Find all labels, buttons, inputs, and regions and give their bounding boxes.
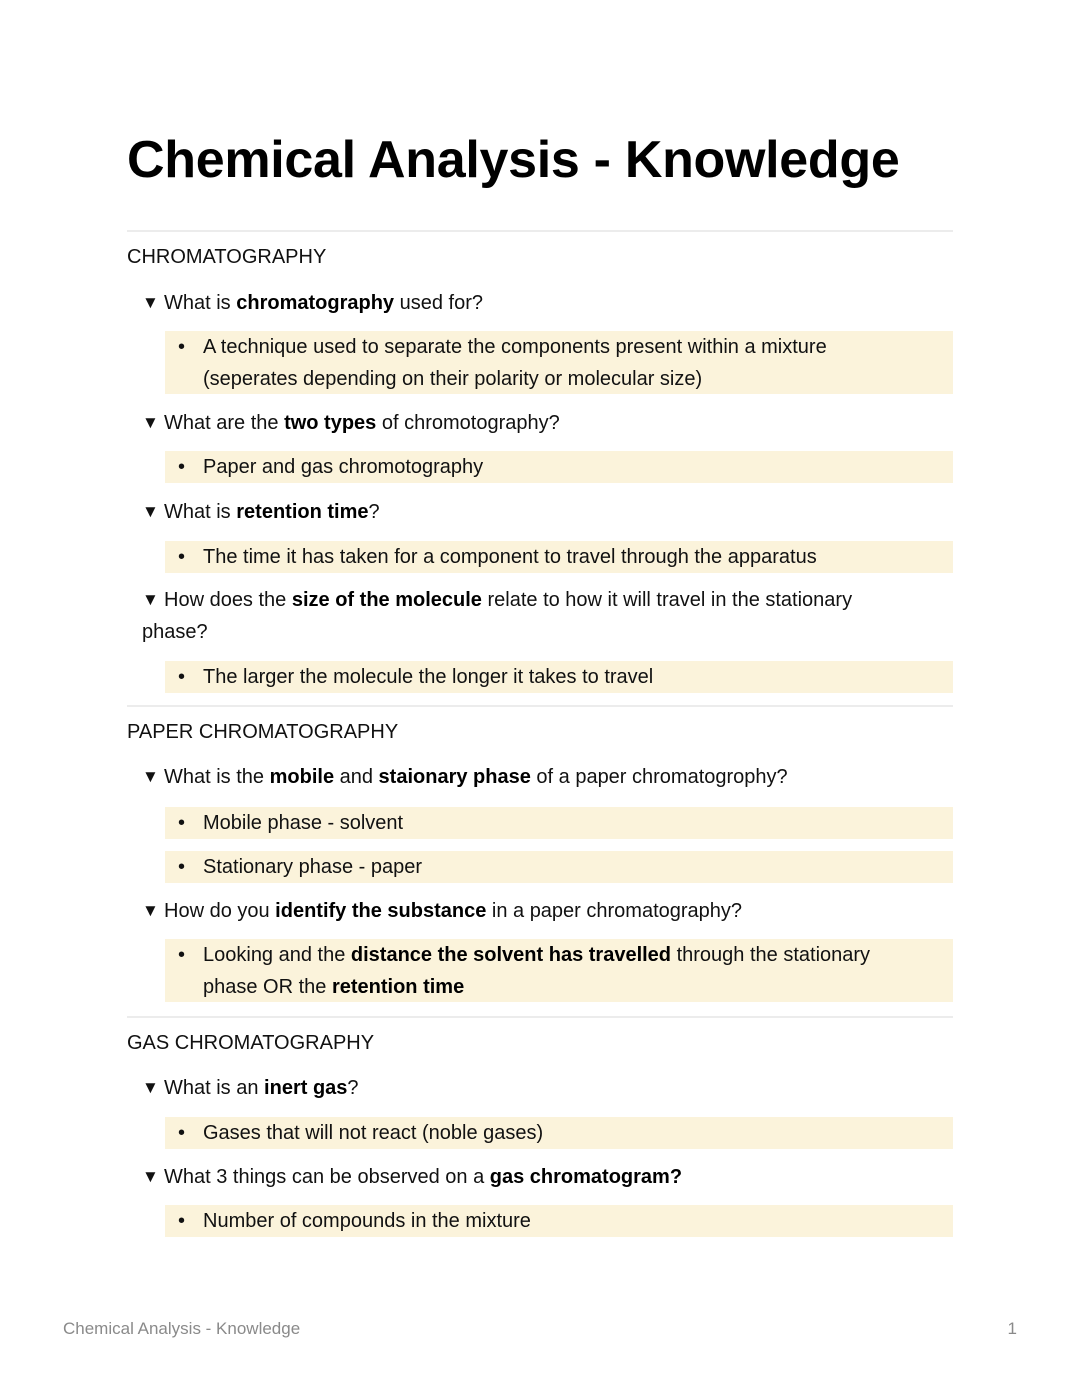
question-text: of a paper chromatogrophy? [530, 766, 788, 788]
footer-title: Chemical Analysis - Knowledge [63, 1319, 301, 1338]
toggle-triangle-icon[interactable]: ▼ [142, 901, 159, 920]
question-text: ? [368, 501, 380, 523]
question-keyword: size of the molecule [291, 589, 482, 611]
question-keyword: mobile [269, 766, 335, 788]
question-text: What 3 things can be observed on a [164, 1166, 490, 1188]
bullet-icon: • [178, 812, 186, 834]
answer-text: The time it has taken for a component to travel through the apparatus [203, 546, 817, 568]
bullet-icon: • [178, 1210, 186, 1232]
toggle-question[interactable] [142, 407, 932, 439]
toggle-triangle-icon[interactable]: ▼ [142, 767, 159, 786]
page-number: 1 [1007, 1319, 1017, 1338]
bullet-icon: • [178, 944, 186, 966]
question-text: used for? [394, 292, 484, 314]
answer-text: Number of compounds in the mixture [203, 1210, 531, 1232]
toggle-question[interactable] [142, 496, 932, 528]
toggle-question[interactable] [142, 287, 932, 319]
question-text: What is [164, 292, 237, 314]
bullet-icon: • [178, 546, 186, 568]
answer-highlight [165, 851, 953, 883]
question-keyword: staionary phase [378, 766, 531, 788]
toggle-question[interactable] [142, 1161, 932, 1193]
question-text: ? [347, 1077, 359, 1099]
question-text: What are the [164, 412, 285, 434]
answer-highlight [165, 1117, 953, 1149]
answer-highlight [165, 541, 953, 573]
toggle-question[interactable] [142, 895, 932, 927]
question-text: relate to how it will travel in the stationary phase? [142, 589, 853, 643]
question-text: in a paper chromatography? [486, 900, 743, 922]
answer-highlight [165, 451, 953, 483]
answer-highlight [165, 939, 953, 1002]
toggle-triangle-icon[interactable]: ▼ [142, 502, 159, 521]
divider [127, 1016, 953, 1018]
section-heading-gas-chromatography: GAS CHROMATOGRAPHY [127, 1032, 375, 1054]
answer-text: Paper and gas chromotography [203, 456, 484, 478]
toggle-question[interactable] [142, 1072, 932, 1104]
question-text: How do you [164, 900, 276, 922]
toggle-triangle-icon[interactable]: ▼ [142, 590, 159, 609]
question-text: How does the [164, 589, 292, 611]
answer-text: Gases that will not react (noble gases) [203, 1122, 544, 1144]
answer-highlight [165, 1205, 953, 1237]
answer-highlight [165, 807, 953, 839]
divider [127, 230, 953, 232]
bullet-icon: • [178, 856, 186, 878]
answer-highlight [165, 661, 953, 693]
divider [127, 705, 953, 707]
toggle-question[interactable] [142, 761, 932, 793]
question-keyword: identify the substance [275, 900, 487, 922]
answer-text: A technique used to separate the components present within a mixture (seperates depending on their polarity or molecular size) [203, 336, 827, 390]
toggle-triangle-icon[interactable]: ▼ [142, 1167, 159, 1186]
page-title: Chemical Analysis - Knowledge [127, 131, 900, 189]
bullet-icon: • [178, 1122, 186, 1144]
toggle-triangle-icon[interactable]: ▼ [142, 293, 159, 312]
toggle-question[interactable] [142, 584, 917, 648]
question-text: and [334, 766, 379, 788]
bullet-icon: • [178, 336, 186, 358]
toggle-triangle-icon[interactable]: ▼ [142, 413, 159, 432]
answer-text: Stationary phase - paper [203, 856, 423, 878]
bullet-icon: • [178, 666, 186, 688]
answer-text: Looking and the distance the solvent has travelled through the stationary phase OR the retention time [203, 944, 871, 998]
question-text: What is an [164, 1077, 265, 1099]
question-keyword: gas chromatogram? [489, 1166, 683, 1188]
answer-text: Mobile phase - solvent [203, 812, 404, 834]
answer-text: The larger the molecule the longer it takes to travel [203, 666, 654, 688]
section-heading-paper-chromatography: PAPER CHROMATOGRAPHY [127, 721, 399, 743]
question-text: What is [164, 501, 237, 523]
bullet-icon: • [178, 456, 186, 478]
question-text: What is the [164, 766, 270, 788]
question-keyword: inert gas [264, 1077, 348, 1099]
question-text: of chromotography? [376, 412, 560, 434]
question-keyword: chromatography [236, 292, 395, 314]
question-keyword: two types [284, 412, 377, 434]
section-heading-chromatography: CHROMATOGRAPHY [127, 246, 327, 268]
question-keyword: retention time [236, 501, 369, 523]
toggle-triangle-icon[interactable]: ▼ [142, 1078, 159, 1097]
answer-highlight [165, 331, 953, 394]
